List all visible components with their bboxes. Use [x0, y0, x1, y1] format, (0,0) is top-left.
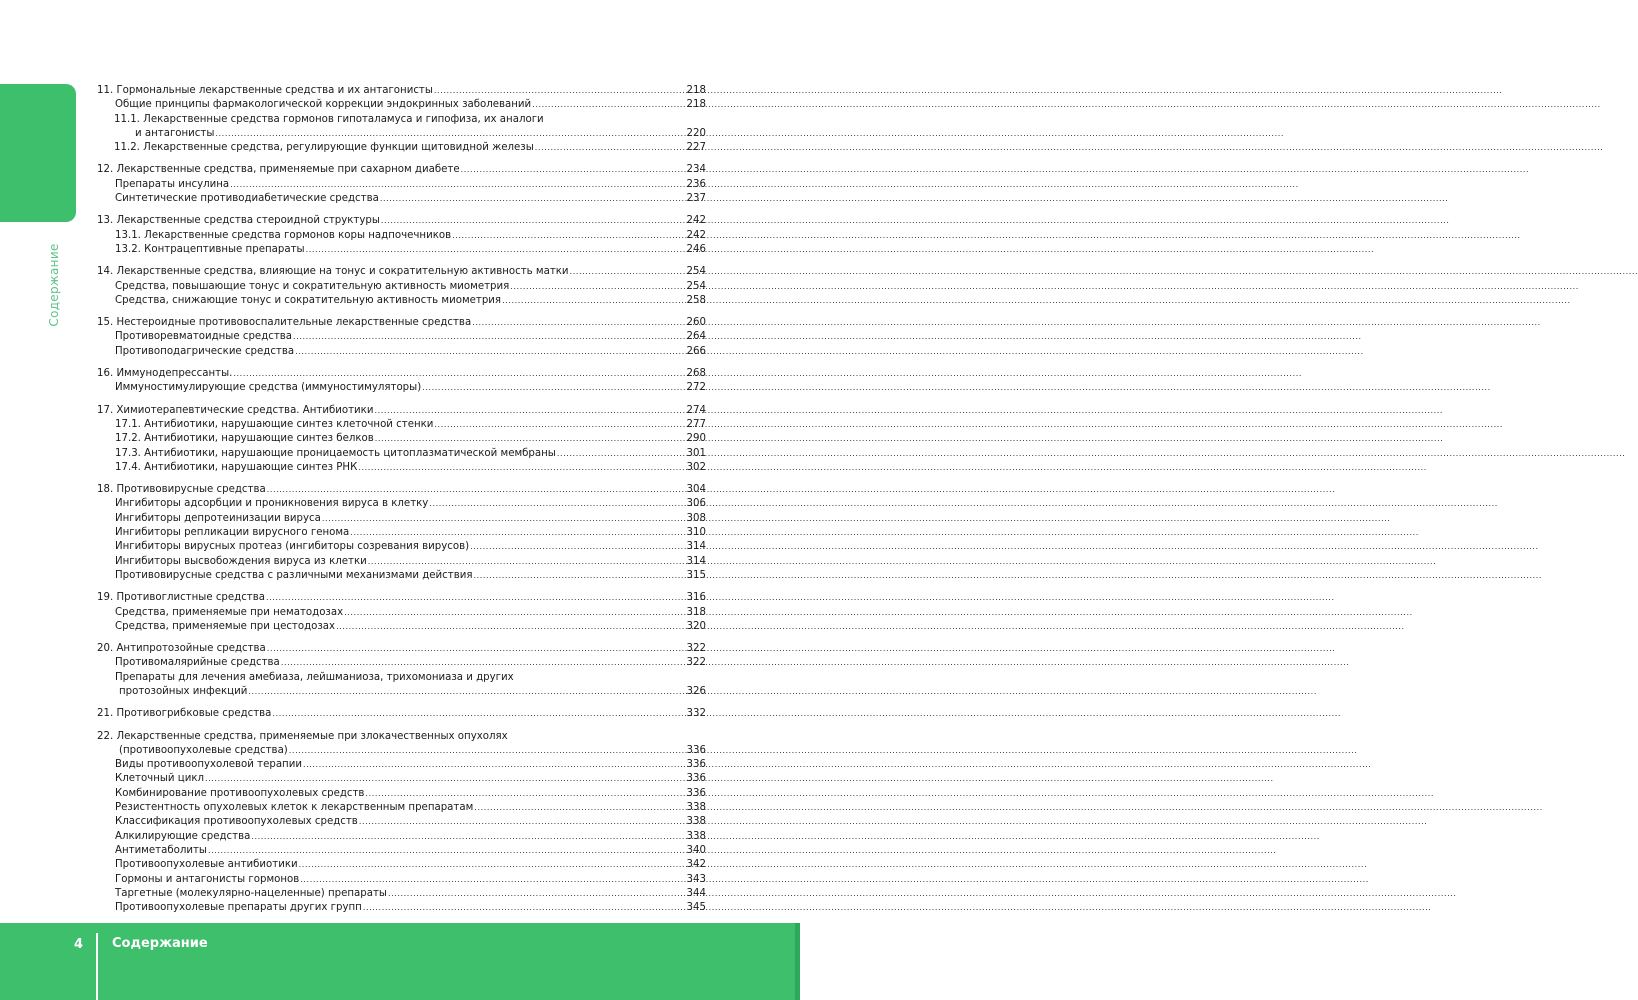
toc-entry-text: Классификация противоопухолевых средств [115, 816, 358, 828]
toc-entry-text: 15. Нестероидные противовоспалительные лекарственные средства [97, 317, 472, 329]
leader-dots [434, 84, 686, 98]
toc-entry-text: Ингибиторы вирусных протеаз (ингибиторы созревания вирусов) [115, 541, 470, 553]
footer-edge-strip [795, 923, 800, 1000]
toc-entry-text: Противоподагрические средства [115, 345, 295, 357]
leader-dots [470, 540, 685, 554]
toc-page-number: 234 [686, 164, 706, 176]
leader-dots [474, 801, 685, 815]
toc-entry[interactable] [97, 569, 706, 583]
toc-entry-continuation: и антагонисты [135, 127, 215, 139]
leader-dots [230, 178, 685, 192]
toc-section [97, 730, 706, 916]
toc-entry[interactable] [97, 418, 706, 432]
toc-entry-text: Синтетические противодиабетические средства [115, 193, 379, 205]
toc-entry-text: Препараты для лечения амебиаза, лейшманиоза, трихомониаза и других [115, 671, 514, 683]
toc-entry[interactable] [97, 192, 706, 206]
leader-dots [336, 620, 685, 634]
leader-dots [502, 294, 685, 308]
leader-dots [281, 656, 686, 670]
toc-section [97, 591, 706, 634]
toc-entry-continuation: (противоопухолевые средства) [119, 744, 288, 756]
toc-entry[interactable] [97, 707, 706, 721]
toc-page-number: 338 [686, 802, 706, 814]
leader-dots [472, 316, 685, 330]
toc-entry[interactable] [97, 294, 706, 308]
toc-page-number: 254 [686, 266, 706, 278]
toc-page-number: 310 [686, 527, 706, 539]
toc-page-number: 336 [686, 773, 706, 785]
toc-entry[interactable] [97, 345, 706, 359]
toc-page-number: 260 [686, 317, 706, 329]
toc-page-number: 338 [686, 830, 706, 842]
toc-page-number: 306 [686, 498, 706, 510]
toc-page-number: 344 [686, 887, 706, 899]
toc-entry[interactable] [97, 432, 706, 446]
toc-entry-text: 13. Лекарственные средства стероидной структуры [97, 215, 380, 227]
toc-page-number: 254 [686, 280, 706, 292]
toc-page-number: 268 [686, 368, 706, 380]
toc-entry[interactable] [97, 591, 706, 605]
toc-entry[interactable] [97, 461, 706, 475]
leader-dots [299, 858, 686, 872]
toc-entry[interactable] [97, 830, 706, 844]
toc-entry-text: 17.3. Антибиотики, нарушающие проницаемость цитоплазматической мембраны [115, 447, 556, 459]
toc-entry-text: 12. Лекарственные средства, применяемые при сахарном диабете [97, 164, 460, 176]
toc-page-number: 342 [686, 859, 706, 871]
toc-entry[interactable] [97, 526, 706, 540]
leader-dots [363, 901, 686, 915]
toc-page-number: 304 [686, 484, 706, 496]
toc-entry[interactable] [97, 685, 706, 699]
toc-entry[interactable] [97, 214, 706, 228]
toc-page-number: 264 [686, 331, 706, 343]
toc-page-number: 218 [686, 85, 706, 96]
toc-page-number: 246 [686, 243, 706, 255]
leader-dots [267, 483, 686, 497]
toc-section [97, 84, 706, 155]
toc-entry[interactable] [97, 512, 706, 526]
toc-entry[interactable] [97, 330, 706, 344]
toc-section [97, 214, 706, 257]
toc-page-number: 236 [686, 178, 706, 190]
leader-dots [251, 830, 685, 844]
toc-page-number: 340 [686, 844, 706, 856]
leader-dots [350, 526, 685, 540]
toc-entry-text: Резистентность опухолевых клеток к лекарственным препаратам [115, 802, 474, 814]
toc-entry-text: 21. Противогрибковые средства [97, 708, 272, 720]
toc-entry[interactable] [97, 758, 706, 772]
toc-page-number: 322 [686, 643, 706, 655]
leader-dots [422, 381, 685, 395]
leader-dots [272, 707, 685, 721]
toc-entry-text: 13.1. Лекарственные средства гормонов коры надпочечников [115, 229, 452, 241]
leader-dots [266, 591, 686, 605]
toc-entry-text: 17.1. Антибиотики, нарушающие синтез клеточной стенки [115, 418, 434, 430]
footer-title: Содержание [112, 936, 208, 951]
leader-dots [365, 787, 685, 801]
toc-page-number: 302 [686, 461, 706, 473]
toc-entry-text: Ингибиторы депротеинизации вируса [115, 512, 321, 524]
leader-dots [532, 98, 685, 112]
toc-entry-text: 20. Антипротозойные средства [97, 643, 266, 655]
toc-entry[interactable] [97, 858, 706, 872]
toc-entry-text: Гормоны и антагонисты гормонов [115, 873, 300, 885]
leader-dots [267, 642, 686, 656]
toc-entry[interactable] [97, 178, 706, 192]
toc-entry[interactable] [97, 555, 706, 569]
toc-entry-text: Средства, применяемые при нематодозах [115, 606, 344, 618]
toc-page-number: 338 [686, 816, 706, 828]
toc-entry-text: 17.4. Антибиотики, нарушающие синтез РНК [115, 461, 358, 473]
toc-page-number: 277 [686, 418, 706, 430]
toc-page-number: 316 [686, 592, 706, 604]
toc-entry[interactable] [97, 404, 706, 418]
toc-entry-continuation: протозойных инфекций [119, 685, 248, 697]
toc-page-number: 301 [686, 447, 706, 459]
toc-entry[interactable] [97, 84, 706, 98]
leader-dots [452, 229, 685, 243]
toc-page-number: 290 [686, 433, 706, 445]
toc-entry-text: Ингибиторы высвобождения вируса из клетки [115, 555, 367, 567]
toc-entry[interactable] [97, 901, 706, 915]
side-tab-marker [0, 84, 76, 222]
toc-entry-text: 13.2. Контрацептивные препараты [115, 243, 305, 255]
toc-entry[interactable] [97, 787, 706, 801]
toc-page-number: 318 [686, 606, 706, 618]
toc-section [97, 265, 706, 308]
toc-entry[interactable] [97, 620, 706, 634]
leader-dots [461, 163, 686, 177]
toc-page-number: 322 [686, 657, 706, 669]
leader-dots [233, 367, 685, 381]
toc-entry[interactable] [97, 540, 706, 554]
toc-page-number: 314 [686, 541, 706, 553]
leader-dots [557, 447, 686, 461]
toc-entry-text: Антиметаболиты [115, 844, 207, 856]
toc-page-number: 320 [686, 620, 706, 632]
toc-page-number: 237 [686, 193, 706, 205]
toc-entry[interactable] [97, 801, 706, 815]
leader-dots [289, 744, 686, 758]
toc-entry[interactable] [97, 606, 706, 620]
toc-entry-text: Алкилирующие средства [115, 830, 251, 842]
toc-page-number: 266 [686, 345, 706, 357]
toc-entry-text: Таргетные (молекулярно-нацеленные) препараты [115, 887, 387, 899]
footer-divider [96, 933, 98, 1000]
toc-page-number: 336 [686, 744, 706, 756]
toc-entry[interactable] [97, 141, 706, 155]
leader-dots [303, 758, 686, 772]
leader-dots [388, 887, 686, 901]
leader-dots [359, 815, 686, 829]
leader-dots [208, 844, 686, 858]
toc-entry-text: Ингибиторы репликации вирусного генома [115, 527, 350, 539]
toc-entry[interactable] [97, 744, 706, 758]
toc-section [97, 483, 706, 583]
toc-entry[interactable] [97, 642, 706, 656]
leader-dots [215, 127, 685, 141]
leader-dots [374, 404, 685, 418]
toc-page-number: 326 [686, 685, 706, 697]
toc-entry[interactable] [97, 447, 706, 461]
toc-entry[interactable] [97, 367, 706, 381]
toc-entry[interactable] [97, 229, 706, 243]
leader-dots [322, 512, 686, 526]
leader-dots [248, 685, 685, 699]
toc-entry[interactable] [97, 887, 706, 901]
toc-entry-text: Средства, снижающие тонус и сократительную активность миометрия [115, 294, 502, 306]
toc-entry-text: 16. Иммунодепрессанты. [97, 368, 233, 380]
toc-page-number: 218 [686, 99, 706, 111]
leader-dots [535, 141, 686, 155]
leader-dots [510, 280, 685, 294]
toc-entry[interactable] [97, 265, 706, 279]
toc-page-number: 315 [686, 569, 706, 581]
toc-entry[interactable] [97, 163, 706, 177]
toc-entry[interactable] [97, 127, 706, 141]
toc-entry[interactable] [97, 772, 706, 786]
toc-entry[interactable] [97, 483, 706, 497]
leader-dots [205, 772, 686, 786]
toc-entry-text: Иммуностимулирующие средства (иммуностимуляторы) [115, 382, 422, 394]
leader-dots [293, 330, 686, 344]
toc-entry-text: Противомалярийные средства [115, 657, 280, 669]
leader-dots [381, 214, 686, 228]
toc-entry-text: 11. Гормональные лекарственные средства и их антагонисты [97, 85, 433, 96]
toc-page-number: 220 [686, 127, 706, 139]
toc-entry-text: Ингибиторы адсорбции и проникновения вируса в клетку [115, 498, 429, 510]
leader-dots [358, 461, 685, 475]
toc-entry-text: Виды противоопухолевой терапии [115, 759, 302, 771]
toc-entry-text: 17.2. Антибиотики, нарушающие синтез белков [115, 433, 374, 445]
toc-entry-text: 17. Химиотерапевтические средства. Антибиотики [97, 404, 374, 416]
toc-entry[interactable] [97, 243, 706, 257]
toc-entry[interactable] [97, 656, 706, 670]
toc-page-number: 332 [686, 708, 706, 720]
leader-dots [368, 555, 686, 569]
toc-page-number: 336 [686, 759, 706, 771]
toc-entry-text: Клеточный цикл [115, 773, 204, 785]
toc-entry-text: Препараты инсулина [115, 178, 230, 190]
toc-section [97, 163, 706, 206]
leader-dots [570, 265, 686, 279]
toc-entry-text: Средства, применяемые при цестодозах [115, 620, 336, 632]
toc-entry-text: Противовирусные средства с различными механизмами действия [115, 569, 473, 581]
toc-entry[interactable] [97, 844, 706, 858]
toc-entry-text: 18. Противовирусные средства [97, 484, 266, 496]
toc-entry[interactable] [97, 497, 706, 511]
leader-dots [300, 873, 685, 887]
toc-entry-text: 19. Противоглистные средства [97, 592, 265, 604]
leader-dots [375, 432, 686, 446]
toc-section [97, 367, 706, 396]
page-footer [0, 923, 800, 1000]
toc-section [97, 707, 706, 721]
toc-page-number: 272 [686, 382, 706, 394]
toc-entry-text: 14. Лекарственные средства, влияющие на тонус и сократительную активность матки [97, 266, 569, 278]
leader-dots [429, 497, 685, 511]
toc-page-number: 274 [686, 404, 706, 416]
toc-entry[interactable] [97, 381, 706, 395]
toc-page-number: 345 [686, 902, 706, 914]
toc-page-number: 336 [686, 787, 706, 799]
leader-dots [434, 418, 685, 432]
toc-page-number: 227 [686, 142, 706, 154]
toc-section [97, 642, 706, 699]
side-section-label: Содержание [47, 243, 61, 327]
toc-entry[interactable] [97, 873, 706, 887]
toc-page-number: 314 [686, 555, 706, 567]
leader-dots [473, 569, 685, 583]
table-of-contents [97, 84, 706, 923]
toc-entry-text: 11.2. Лекарственные средства, регулирующие функции щитовидной железы [114, 142, 534, 154]
toc-entry-text: Комбинирование противоопухолевых средств [115, 787, 365, 799]
leader-dots [306, 243, 686, 257]
toc-entry-text: Противоопухолевые препараты других групп [115, 902, 362, 914]
toc-entry-text: Противоревматоидные средства [115, 331, 293, 343]
toc-entry-text: Противоопухолевые антибиотики [115, 859, 298, 871]
toc-entry-text: Общие принципы фармакологической коррекции эндокринных заболеваний [115, 99, 532, 111]
toc-section [97, 404, 706, 475]
toc-entry-text: 22. Лекарственные средства, применяемые при злокачественных опухолях [97, 730, 508, 742]
leader-dots [380, 192, 686, 206]
toc-entry[interactable] [97, 815, 706, 829]
toc-page-number: 242 [686, 229, 706, 241]
toc-entry[interactable] [97, 98, 706, 112]
toc-entry-text: Средства, повышающие тонус и сократительную активность миометрия [115, 280, 510, 292]
toc-page-number: 343 [686, 873, 706, 885]
toc-page-number: 308 [686, 512, 706, 524]
toc-entry[interactable] [97, 280, 706, 294]
leader-dots [295, 345, 685, 359]
toc-entry[interactable] [97, 316, 706, 330]
toc-page-number: 258 [686, 294, 706, 306]
toc-entry-text: 11.1. Лекарственные средства гормонов гипоталамуса и гипофиза, их аналоги [114, 113, 544, 125]
toc-page-number: 242 [686, 215, 706, 227]
leader-dots [344, 606, 685, 620]
page-number: 4 [74, 937, 84, 952]
toc-section [97, 316, 706, 359]
